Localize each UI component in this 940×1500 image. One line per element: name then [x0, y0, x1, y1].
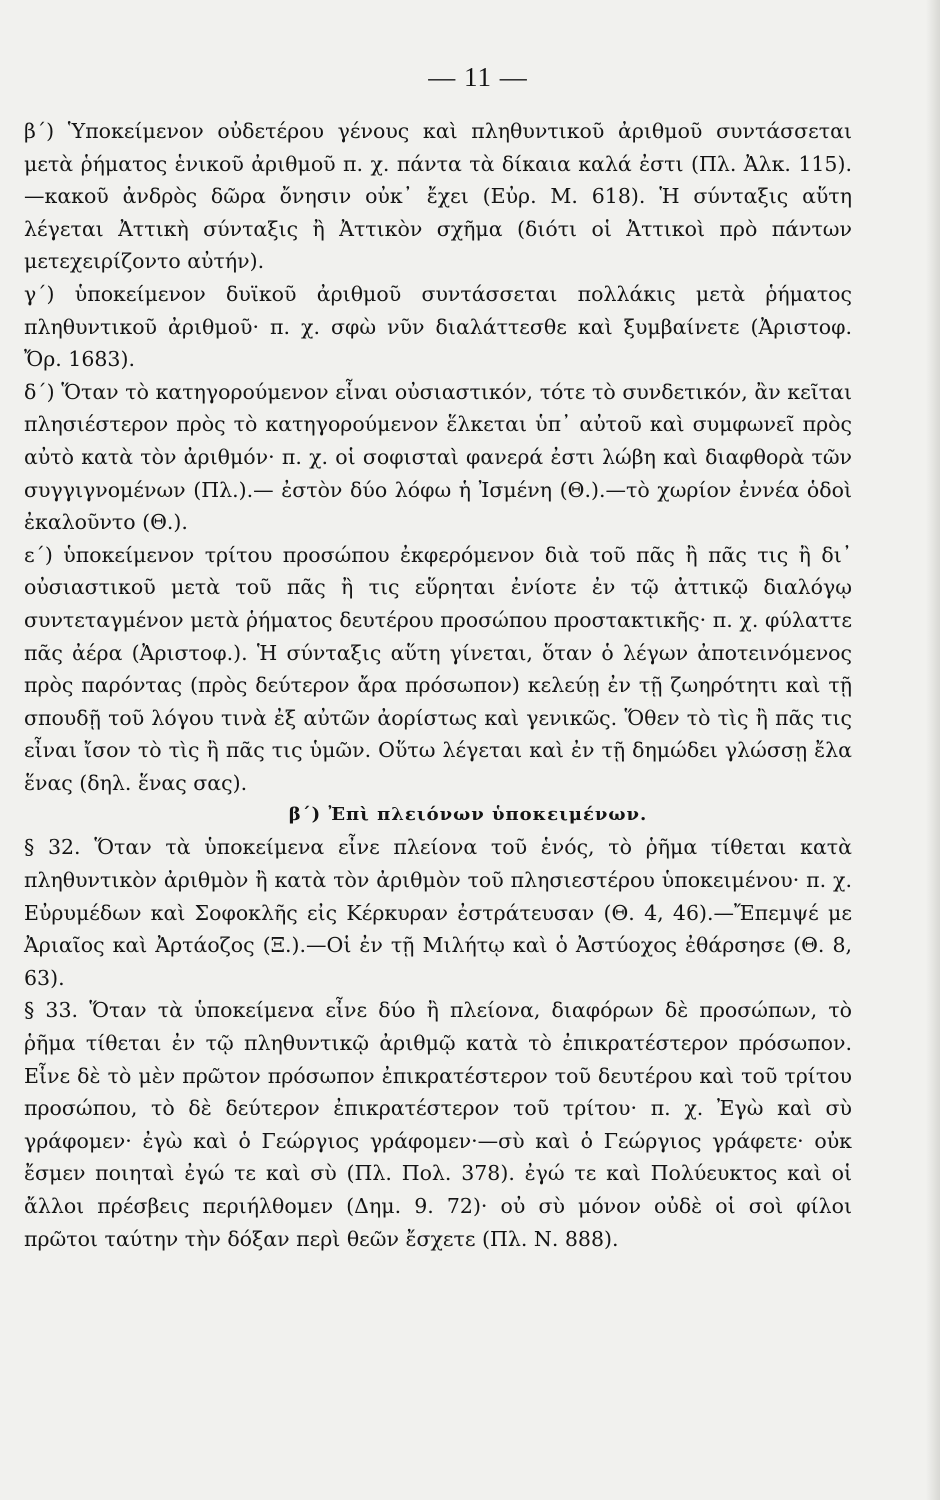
paragraph-section-32: § 32. Ὅταν τὰ ὑποκείμενα εἶνε πλείονα τοῦ ἑνός, τὸ ῥῆμα τίθεται κατὰ πληθυντικὸν ἀριθμὸν ἢ κατὰ τὸν ἀριθμὸν τοῦ πλησιεστέρου ὑποκειμένου· π. χ. Εὐρυμέδων καὶ Σοφοκλῆς εἰς Κέρκυραν ἐστράτευσαν (Θ. 4, 46).—Ἔπεμψέ με Ἀριαῖος καὶ Ἀρτάοζος (Ξ.).—Οἱ ἐν τῇ Μιλήτῳ καὶ ὁ Ἀστύοχος ἐθάρσησε (Θ. 8, 63). [24, 835, 852, 990]
section-subheading: β΄) Ἐπὶ πλειόνων ὑποκειμένων. [288, 804, 648, 826]
paragraph-section-33: § 33. Ὅταν τὰ ὑποκείμενα εἶνε δύο ἢ πλείονα, διαφόρων δὲ προσώπων, τὸ ῥῆμα τίθεται ἐν τῷ πληθυντικῷ ἀριθμῷ κατὰ τὸ ἐπικρατέστερον πρόσωπον. Εἶνε δὲ τὸ μὲν πρῶτον πρόσωπον ἐπικρατέστερον τοῦ δευτέρου καὶ τοῦ τρίτου προσώπου, τὸ δὲ δεύτερον ἐπικρατέστερον τοῦ τρίτου· π. χ. Ἐγὼ καὶ σὺ γράφομεν· ἐγὼ καὶ ὁ Γεώργιος γράφομεν·—σὺ καὶ ὁ Γεώργιος γράφετε· οὐκ ἔσμεν ποιηταὶ ἐγώ τε καὶ σὺ (Πλ. Πολ. 378). ἐγώ τε καὶ Πολύευκτος καὶ οἱ ἄλλοι πρέσβεις περιήλθομεν (Δημ. 9. 72)· οὐ σὺ μόνον οὐδὲ οἱ σοὶ φίλοι πρῶτοι ταύτην τὴν δόξαν περὶ θεῶν ἔσχετε (Πλ. Ν. 888). [24, 998, 852, 1251]
page-edge-shadow [926, 0, 940, 1500]
paragraph-epsilon: ε΄) ὑποκείμενον τρίτου προσώπου ἐκφερόμενον διὰ τοῦ πᾶς ἢ πᾶς τις ἢ δι᾽ οὐσιαστικοῦ μετὰ τοῦ πᾶς ἢ τις εὕρηται ἐνίοτε ἐν τῷ ἀττικῷ διαλόγῳ συντεταγμένον μετὰ ῥήματος δευτέρου προσώπου προστακτικῆς· π. χ. φύλαττε πᾶς ἀέρα (Ἀριστοφ.). Ἡ σύνταξις αὕτη γίνεται, ὅταν ὁ λέγων ἀποτεινόμενος πρὸς παρόντας (πρὸς δεύτερον ἄρα πρόσωπον) κελεύῃ ἐν τῇ ζωηρότητι καὶ τῇ σπουδῇ τοῦ λόγου τινὰ ἐξ αὐτῶν ἀορίστως καὶ γενικῶς. Ὅθεν τὸ τὶς ἢ πᾶς τις εἶναι ἴσον τὸ τὶς ἢ πᾶς τις ὑμῶν. Οὕτω λέγεται καὶ ἐν τῇ δημώδει γλώσσῃ ἔλα ἕνας (δηλ. ἕνας σας). [24, 542, 852, 795]
page-number: — 11 — [428, 62, 528, 92]
paragraph-delta: δ΄) Ὅταν τὸ κατηγορούμενον εἶναι οὐσιαστικόν, τότε τὸ συνδετικόν, ἂν κεῖται πλησιέστερον πρὸς τὸ κατηγορούμενον ἕλκεται ὑπ᾽ αὐτοῦ καὶ συμφωνεῖ πρὸς αὐτὸ κατὰ τὸν ἀριθμόν· π. χ. οἱ σοφισταὶ φανερά ἐστι λώβη καὶ διαφθορὰ τῶν συγγιγνομένων (Πλ.).— ἐστὸν δύο λόφω ἡ Ἰσμένη (Θ.).—τὸ χωρίον ἐννέα ὁδοὶ ἐκαλοῦντο (Θ.). [24, 379, 852, 535]
paragraph-beta: β΄) Ὑποκείμενον οὐδετέρου γένους καὶ πληθυντικοῦ ἀριθμοῦ συντάσσεται μετὰ ῥήματος ἑνικοῦ ἀριθμοῦ π. χ. πάντα τὰ δίκαια καλά ἐστι (Πλ. Ἀλκ. 115).—κακοῦ ἀνδρὸς δῶρα ὄνησιν οὐκ᾽ ἔχει (Εὐρ. Μ. 618). Ἡ σύνταξις αὕτη λέγεται Ἀττικὴ σύνταξις ἢ Ἀττικὸν σχῆμα (διότι οἱ Ἀττικοὶ πρὸ πάντων μετεχειρίζοντο αὐτήν). [24, 119, 852, 274]
paragraph-gamma: γ΄) ὑποκείμενον δυϊκοῦ ἀριθμοῦ συντάσσεται πολλάκις μετὰ ῥήματος πληθυντικοῦ ἀριθμοῦ· π. χ. σφὼ νῦν διαλάττεσθε καὶ ξυμβαίνετε (Ἀριστοφ. Ὄρ. 1683). [24, 281, 852, 372]
